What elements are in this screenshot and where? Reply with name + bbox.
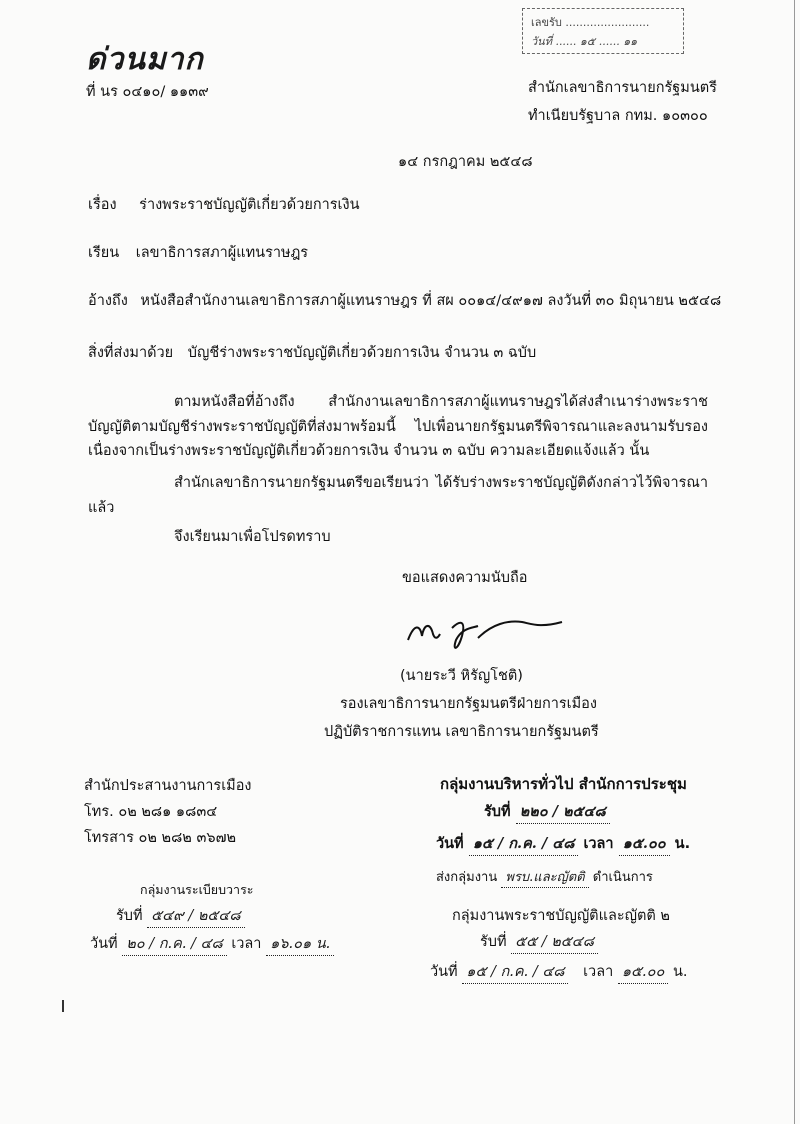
- office-address: ทำเนียบรัฐบาล กทม. ๑๐๓๐๐: [528, 108, 708, 124]
- scan-edge-line: [794, 0, 795, 1124]
- right-stamp-sub-received-value: ๕๕ / ๒๕๔๘: [511, 930, 598, 954]
- corner-stamp-line1: เลขรับ ........................: [531, 16, 650, 29]
- contact-fax: โทรสาร ๐๒ ๒๘๒ ๓๖๗๒: [84, 830, 237, 846]
- left-stamp-time-label: เวลา: [231, 936, 262, 952]
- recipient-label: เรียน: [88, 245, 120, 261]
- right-stamp-sub-title: กลุ่มงานพระราชบัญญัติและญัตติ ๒: [452, 908, 670, 924]
- left-stamp-date-label: วันที่: [90, 936, 118, 952]
- enclosure-row: [88, 341, 536, 364]
- right-stamp-forward-row: [436, 866, 653, 888]
- right-stamp-sub-time-label: เวลา: [583, 964, 614, 980]
- contact-phone: โทร. ๐๒ ๒๘๑ ๑๘๓๔: [84, 804, 218, 820]
- reference-row: [88, 289, 721, 312]
- recipient-row: [88, 241, 308, 264]
- signatory-title-2: ปฏิบัติราชการแทน เลขาธิการนายกรัฐมนตรี: [324, 724, 599, 740]
- reference-number: ที่ นร ๐๔๑๐/ ๑๑๓๙: [86, 84, 209, 100]
- right-stamp-sub-received-row: [480, 930, 598, 954]
- reference-label: อ้างถึง: [88, 293, 128, 309]
- left-stamp-date-row: [90, 932, 334, 956]
- right-stamp-date-label: วันที่: [436, 836, 464, 852]
- left-stamp-received-label: รับที่: [116, 908, 143, 924]
- subject-text: ร่างพระราชบัญญัติเกี่ยวด้วยการเงิน: [139, 197, 360, 213]
- right-stamp-received-label: รับที่: [484, 804, 511, 820]
- reference-text: หนังสือสำนักงานเลขาธิการสภาผู้แทนราษฎร ที่ สผ ๐๐๑๔/๔๙๑๗ ลงวันที่ ๓๐ มิถุนายน ๒๕๔๘: [140, 293, 722, 309]
- letter-date: ๑๔ กรกฎาคม ๒๕๔๘: [398, 154, 533, 170]
- subject-label: เรื่อง: [88, 197, 117, 213]
- right-stamp-sub-received-label: รับที่: [480, 934, 507, 950]
- right-stamp-sub-time-value: ๑๕.๐๐: [618, 960, 669, 984]
- contact-unit: สำนักประสานงานการเมือง: [84, 778, 252, 794]
- enclosure-text: บัญชีร่างพระราชบัญญัติเกี่ยวด้วยการเงิน จำนวน ๓ ฉบับ: [187, 345, 537, 361]
- enclosure-label: สิ่งที่ส่งมาด้วย: [88, 345, 174, 361]
- closing-request: จึงเรียนมาเพื่อโปรดทราบ: [174, 529, 331, 545]
- right-stamp-sub-date-label: วันที่: [430, 964, 458, 980]
- left-stamp-title: กลุ่มงานระเบียบวาระ: [140, 882, 254, 897]
- right-stamp-time-value: ๑๕.๐๐: [619, 832, 670, 856]
- subject-row: [88, 193, 360, 216]
- closing-phrase: ขอแสดงความนับถือ: [402, 570, 528, 586]
- body-paragraph-1: ตามหนังสือที่อ้างถึง สำนักงานเลขาธิการสภาผู้แทนราษฎรได้ส่งสำเนาร่างพระราชบัญญัติตามบัญชีร่างพระราชบัญญัติที่ส่งมาพร้อมนี้ ไปเพื่อนายกรัฐมนตรีพิจารณาและลงนามรับรอง เนื่องจากเป็นร่างพระราชบัญญัติเกี่ยวด้วยการเงิน จำนวน ๓ ฉบับ ความละเอียดแจ้งแล้ว นั้น: [88, 394, 708, 459]
- handwritten-signature: [400, 606, 570, 656]
- left-stamp-time-value: ๑๖.๐๑ น.: [266, 932, 334, 956]
- right-stamp-received-value: ๒๒๐ / ๒๕๔๘: [516, 800, 610, 824]
- recipient-text: เลขาธิการสภาผู้แทนราษฎร: [135, 245, 309, 261]
- office-name: สำนักเลขาธิการนายกรัฐมนตรี: [528, 80, 717, 96]
- body-paragraph-2: สำนักเลขาธิการนายกรัฐมนตรีขอเรียนว่า ได้รับร่างพระราชบัญญัติดังกล่าวไว้พิจารณาแล้ว: [88, 475, 708, 516]
- left-stamp-received-row: [116, 904, 245, 928]
- right-stamp-sub-date-value: ๑๕ / ก.ค. / ๔๘: [462, 960, 568, 984]
- left-stamp-date-value: ๒๐ / ก.ค. / ๔๘: [122, 932, 226, 956]
- scan-margin-mark: [62, 1000, 64, 1012]
- right-stamp-forward-suffix: ดำเนินการ: [592, 870, 653, 885]
- right-stamp-received-row: [484, 800, 610, 824]
- urgent-stamp: ด่วนมาก: [86, 42, 204, 77]
- left-stamp-received-value: ๕๔๙ / ๒๕๔๘: [147, 904, 244, 928]
- right-stamp-sub-time-unit: น.: [672, 964, 688, 980]
- right-stamp-title: กลุ่มงานบริหารทั่วไป สำนักการประชุม: [440, 775, 687, 793]
- signatory-name: (นายระวี หิรัญโชติ): [400, 668, 523, 684]
- right-stamp-date-row: [436, 832, 690, 856]
- corner-receipt-stamp: [522, 8, 684, 54]
- signatory-title-1: รองเลขาธิการนายกรัฐมนตรีฝ่ายการเมือง: [340, 696, 597, 712]
- right-stamp-forward-label: ส่งกลุ่มงาน: [436, 870, 498, 885]
- right-stamp-date-value: ๑๕ / ก.ค. / ๔๘: [469, 832, 579, 856]
- corner-stamp-line2: วันที่ ...... ๑๕ ...... ๑๑: [531, 35, 638, 48]
- right-stamp-sub-date-row: [430, 960, 687, 984]
- right-stamp-time-unit: น.: [674, 836, 691, 852]
- right-stamp-forward-value: พรบ.และญัตติ: [501, 866, 588, 888]
- right-stamp-time-label: เวลา: [583, 836, 614, 852]
